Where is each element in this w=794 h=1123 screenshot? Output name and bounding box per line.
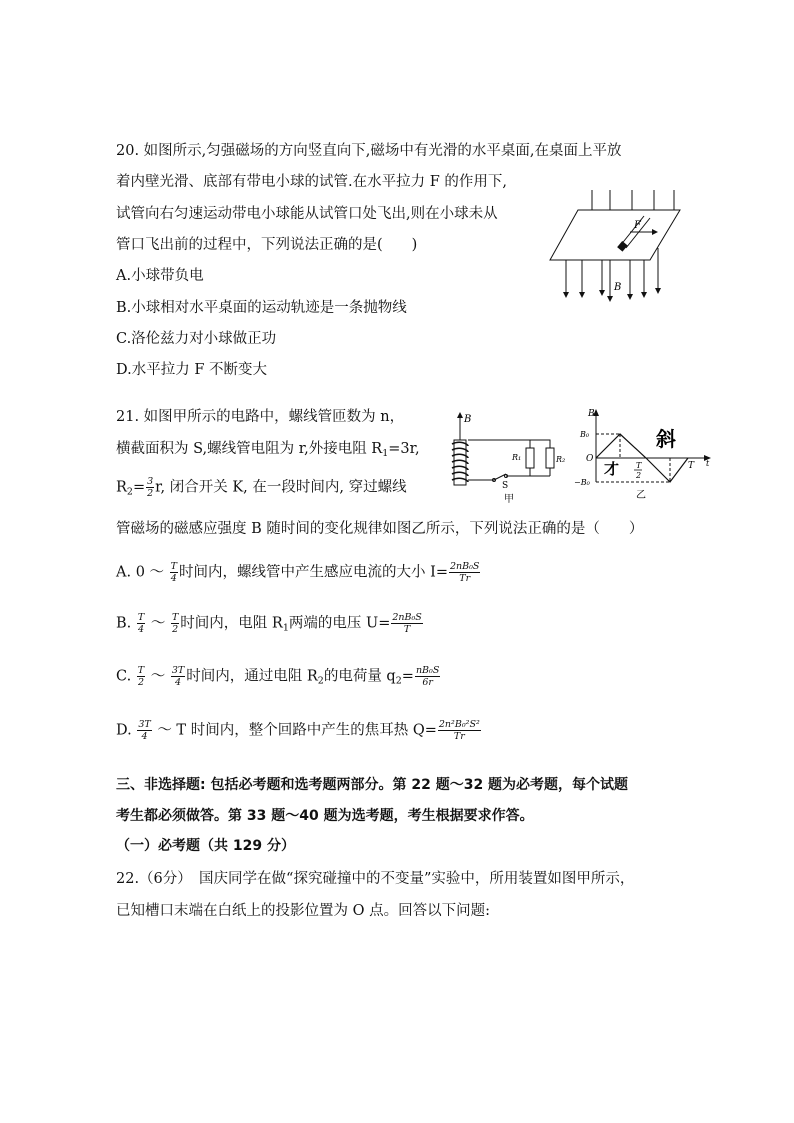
label-B: B <box>614 282 622 293</box>
caption-yi: 乙 <box>636 490 646 501</box>
q20-stem-line4: 管口飞出前的过程中，下列说法正确的是( ) <box>116 237 418 253</box>
fraction: $\frac{\text{2n²B₀²S²}}{Tr}$ <box>438 719 480 742</box>
fraction: $\frac{T}{4}$ <box>170 561 177 584</box>
fraction: $\frac{\text{2nB₀S}}{T}$ <box>392 612 422 635</box>
q21-stem-line1: 21. 如图甲所示的电路中，螺线管匝数为 n， <box>116 409 405 425</box>
section3-subheading: （一）必考题（共 129 分） <box>116 838 295 854</box>
q21-option-a: A. 0 ～ $\frac{T}{4}$ 时间内，螺线管中产生感应电流的大小 I= $\frac{\text{2nB₀S}}{Tr}$ <box>116 561 480 584</box>
fraction: $\frac{3}{2}$ <box>147 476 154 499</box>
label-neg-B0: −B₀ <box>574 478 590 487</box>
fraction: $\frac{3T}{4}$ <box>138 719 151 742</box>
q21-figure-yi-bt-graph <box>574 406 714 506</box>
q21-option-b: B. $\frac{T}{4}$ ～ $\frac{T}{2}$ 时间内，电阻 $R_1$两端的电压 U= $\frac{\text{2nB₀S}}{T}$ <box>116 612 422 635</box>
label-T: T <box>688 461 695 471</box>
label-t: t <box>706 459 710 468</box>
handwritten-mark-mid: 才 <box>604 460 620 478</box>
q20-option-c: C.洛伦兹力对小球做正功 <box>116 331 277 347</box>
label-B0: B₀ <box>580 430 590 439</box>
q21-stem-line2: 横截面积为 S,螺线管电阻为 r,外接电阻 $R_1=3r$, <box>116 441 420 459</box>
label-origin: O <box>586 454 594 464</box>
label-T-half-den: 2 <box>636 471 642 480</box>
caption-jia: 甲 <box>504 494 514 505</box>
label-R2: R₂ <box>556 455 566 464</box>
section3-intro-line1: 三、非选择题: 包括必考题和选考题两部分。第 22 题～32 题为必考题，每个试题 <box>116 777 629 793</box>
label-F: F <box>634 220 641 231</box>
label-B: B <box>464 414 472 425</box>
fraction: $\frac{T}{2}$ <box>171 612 179 635</box>
q20-stem-line1: 20. 如图所示,匀强磁场的方向竖直向下,磁场中有光滑的水平桌面,在桌面上平放 <box>116 143 622 159</box>
fraction: $\frac{\text{2nB₀S}}{Tr}$ <box>449 561 480 584</box>
table-surface <box>550 210 680 260</box>
fraction: $\frac{\text{nB₀S}}{6r}$ <box>415 665 440 688</box>
label-B: B <box>588 409 595 419</box>
q22-stem-line2: 已知槽口末端在白纸上的投影位置为 O 点。回答以下问题: <box>116 903 490 919</box>
q20-stem-line2: 着内壁光滑、底部有带电小球的试管.在水平拉力 F 的作用下, <box>116 174 507 190</box>
handwritten-mark-top: 斜 <box>656 427 676 451</box>
fraction: $\frac{T}{2}$ <box>137 665 145 688</box>
q20-stem-line3: 试管向右匀速运动带电小球能从试管口处飞出,则在小球未从 <box>116 206 498 222</box>
q21-stem-line3: $R_2=$ $\frac{3}{2}$ r, 闭合开关 K, 在一段时间内, 穿过螺线 <box>116 476 407 499</box>
q20-option-a: A.小球带负电 <box>116 268 204 284</box>
section3-intro-line2: 考生都必须做答。第 33 题～40 题为选考题，考生根据要求作答。 <box>116 808 534 824</box>
q20-figure-tube-in-field <box>548 188 688 303</box>
q22-stem-line1: 22.（6分） 国庆同学在做“探究碰撞中的不变量”实验中，所用装置如图甲所示， <box>116 871 635 887</box>
label-S: S <box>502 481 509 491</box>
q20-option-d: D.水平拉力 F 不断变大 <box>116 362 267 378</box>
label-R1: R₁ <box>512 453 522 462</box>
fraction: $\frac{T}{4}$ <box>137 612 145 635</box>
fraction: $\frac{3T}{4}$ <box>171 665 185 688</box>
q21-option-c: C. $\frac{T}{2}$ ～ $\frac{3T}{4}$ 时间内，通过电阻 $R_2$的电荷量 $q_2=$ $\frac{\text{nB₀S}}{6r}$ <box>116 665 440 688</box>
q21-stem-line4: 管磁场的磁感应强度 B 随时间的变化规律如图乙所示，下列说法正确的是（ ） <box>116 521 644 537</box>
q20-option-b: B.小球相对水平桌面的运动轨迹是一条抛物线 <box>116 300 407 316</box>
label-T-half-num: T <box>636 461 642 470</box>
q21-figure-jia-circuit <box>446 410 566 505</box>
q21-option-d: D. $\frac{3T}{4}$ ～ T 时间内，整个回路中产生的焦耳热 Q= $\frac{\text{2n²B₀²S²}}{Tr}$ <box>116 719 480 742</box>
